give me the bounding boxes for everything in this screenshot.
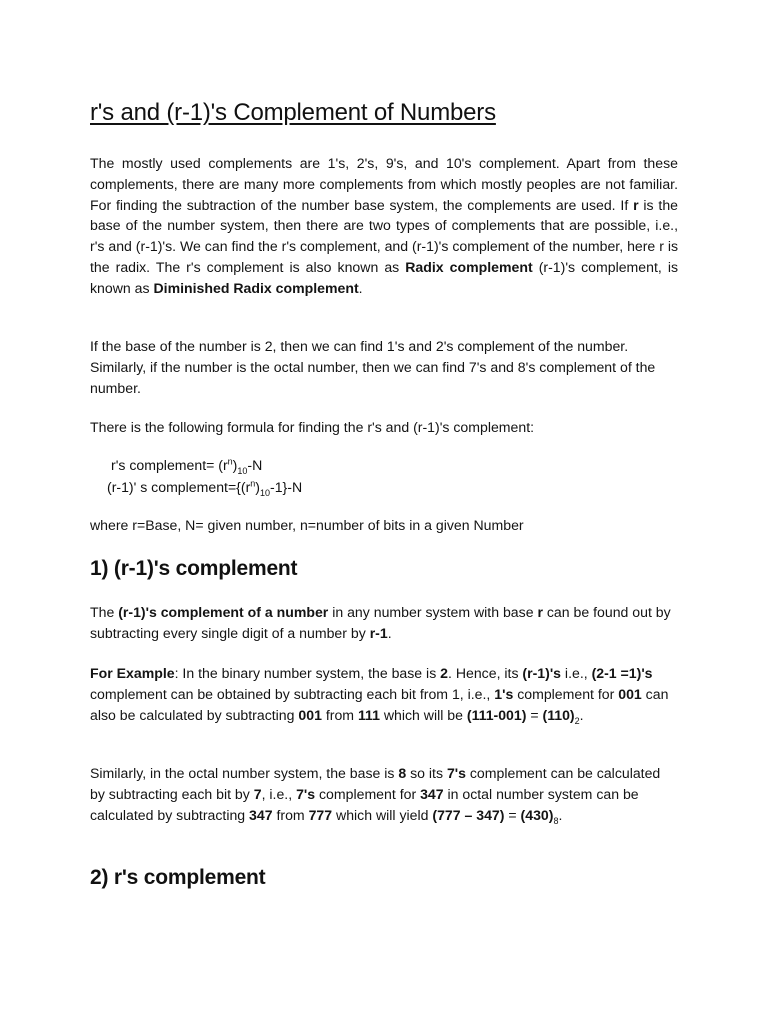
definitions-paragraph: where r=Base, N= given number, n=number of bits in a given Number bbox=[90, 517, 524, 533]
bold-text: r bbox=[633, 196, 639, 213]
r-minus-1-definition bbox=[90, 602, 678, 644]
bold-text: 7's bbox=[446, 765, 466, 781]
text: . bbox=[558, 806, 563, 823]
superscript: n bbox=[227, 456, 233, 467]
text: in octal number system can be calculated by subtracting bbox=[90, 785, 639, 823]
formula-text: ) bbox=[255, 479, 260, 495]
text: which will yield bbox=[332, 806, 433, 823]
formula-r-complement bbox=[111, 455, 262, 475]
formula-intro-paragraph: There is the following formula for finding the r's and (r-1)'s complement: bbox=[90, 419, 535, 435]
bold-text: (777 – 347) bbox=[432, 806, 505, 823]
formula-text: -1}-N bbox=[270, 479, 303, 495]
formula-text: ) bbox=[232, 457, 238, 473]
text: . bbox=[358, 279, 363, 296]
text: which will be bbox=[379, 706, 467, 723]
bold-text: (430) bbox=[520, 806, 554, 823]
text: complement can be obtained by subtracting each bit from 1, i.e., bbox=[90, 685, 495, 702]
bold-text: 347 bbox=[249, 806, 273, 823]
text: from bbox=[321, 706, 358, 723]
bold-text: 7 bbox=[253, 785, 262, 802]
intro-paragraph bbox=[90, 153, 678, 299]
binary-example-paragraph bbox=[90, 663, 678, 725]
text: = bbox=[504, 806, 521, 823]
text: complement for bbox=[315, 785, 421, 802]
bold-text: (r-1)'s complement of a number bbox=[118, 604, 329, 620]
bold-text: 001 bbox=[298, 706, 322, 723]
text: , i.e., bbox=[261, 785, 297, 802]
text: . bbox=[387, 624, 392, 641]
subscript: 10 bbox=[260, 487, 271, 498]
text: complement can be calculated by subtracting each bit by bbox=[90, 765, 661, 802]
bold-text: Diminished Radix complement bbox=[153, 279, 359, 296]
text: so its bbox=[406, 765, 447, 781]
text: is the base of the number system, then there are two types of complements that are possible, i.e., r's and (r-1)'s. We can find the r's complement, and (r-1)'s complement of the number, here r is the radix. The r's complement is also known as bbox=[90, 196, 678, 275]
bold-text: r bbox=[537, 604, 543, 620]
bold-text: 2 bbox=[440, 665, 448, 681]
formula-text: (r-1)' s complement={(r bbox=[107, 479, 251, 495]
text: The mostly used complements are 1's, 2's, 9's, and 10's complement. Apart from these complements, there are many more complements from which mostly peoples are not familiar. For finding the subtraction of the number base system, the complements are used. If bbox=[90, 155, 678, 213]
formula-text: -N bbox=[247, 457, 263, 473]
text: . Hence, its bbox=[448, 665, 523, 681]
text: from bbox=[272, 806, 309, 823]
text: can be found out by subtracting every single digit of a number by bbox=[90, 604, 671, 641]
text: : In the binary number system, the base is bbox=[174, 665, 441, 681]
text: can also be calculated by subtracting bbox=[90, 685, 669, 723]
bold-text: For Example bbox=[90, 665, 175, 681]
base-paragraph: If the base of the number is 2, then we can find 1's and 2's complement of the number. Similarly, if the number is the octal number, then we can find 7's and 8's complement of the number. bbox=[90, 338, 656, 396]
text: Similarly, in the octal number system, the base is bbox=[90, 765, 399, 781]
bold-text: 8 bbox=[398, 765, 407, 781]
text: . bbox=[579, 706, 584, 723]
bold-text: 111 bbox=[357, 706, 380, 723]
formula-r-minus-1-complement bbox=[107, 477, 302, 497]
octal-example-paragraph bbox=[90, 763, 678, 825]
subscript: 10 bbox=[237, 465, 248, 476]
bold-text: (r-1)'s bbox=[522, 665, 562, 681]
subscript: 8 bbox=[553, 815, 559, 826]
text: i.e., bbox=[561, 665, 592, 681]
text: in any number system with base bbox=[328, 604, 538, 620]
bold-text: 347 bbox=[420, 785, 444, 802]
bold-text: 001 bbox=[618, 685, 642, 702]
text: complement for bbox=[513, 685, 619, 702]
bold-text: r-1 bbox=[369, 624, 388, 641]
text: = bbox=[526, 706, 543, 723]
section-heading-r: 2) r's complement bbox=[90, 866, 266, 889]
bold-text: (2-1 =1)'s bbox=[591, 665, 653, 681]
bold-text: 777 bbox=[308, 806, 333, 823]
superscript: n bbox=[250, 478, 256, 489]
bold-text: (111-001) bbox=[466, 706, 527, 723]
bold-text: 7's bbox=[296, 785, 316, 802]
bold-text: 1's bbox=[494, 685, 514, 702]
bold-text: Radix complement bbox=[405, 258, 533, 275]
formula-text: r's complement= (r bbox=[111, 457, 228, 473]
page-title: r's and (r-1)'s Complement of Numbers bbox=[90, 99, 496, 126]
section-heading-r-minus-1: 1) (r-1)'s complement bbox=[90, 557, 298, 580]
text: The bbox=[90, 604, 119, 620]
bold-text: (110) bbox=[542, 706, 575, 723]
text: (r-1)'s complement, is known as bbox=[90, 258, 678, 296]
subscript: 2 bbox=[574, 715, 580, 726]
